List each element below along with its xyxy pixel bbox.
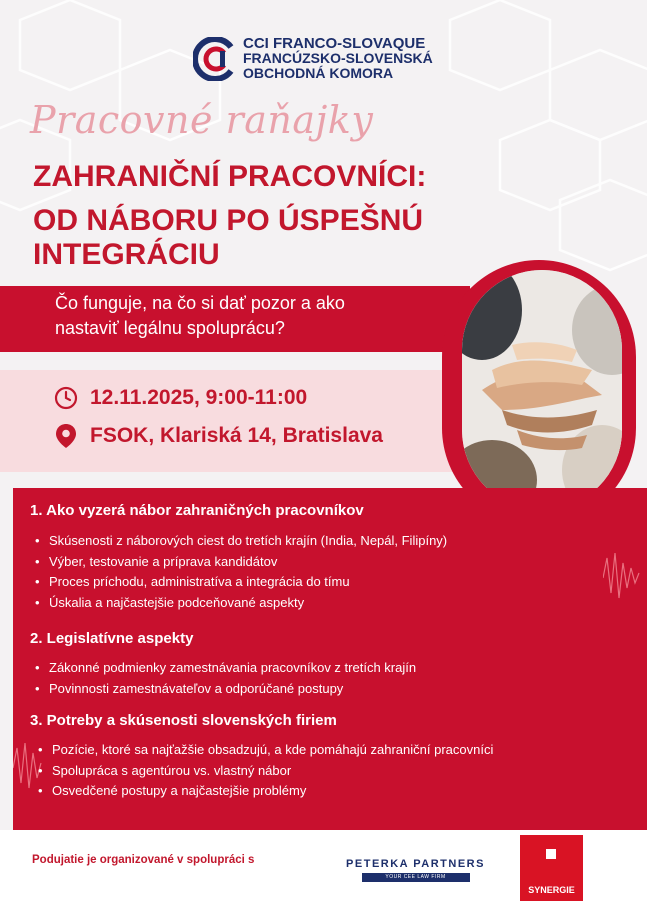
list-item: • Osvedčené postupy a najčastejšie problémy [36,781,493,802]
peterka-partners-name: PETERKA PARTNERS [346,858,485,870]
section-3-heading: 3. Potreby a skúsenosti slovenských firiem [30,712,337,729]
event-location-row [54,424,383,448]
list-item: • Zákonné podmienky zamestnávania pracovníkov z tretích krajín [33,658,416,679]
peterka-partners-tagline: YOUR CEE LAW FIRM [362,873,470,882]
title-line-1: ZAHRANIČNÍ PRACOVNÍCI: [33,160,427,193]
footer-text: Podujatie je organizované v spolupráci s [32,854,255,866]
list-item: • Pozície, ktoré sa najťažšie obsadzujú, a kde pomáhajú zahraniční pracovníci [36,740,493,761]
event-datetime: 12.11.2025, 9:00-11:00 [90,386,308,409]
section-2-heading: 2. Legislatívne aspekty [30,630,194,647]
section-3-list [36,740,493,802]
synergie-logo [520,835,583,901]
list-item: • Povinnosti zamestnávateľov a odporúčané postupy [33,679,416,700]
logo-line-2: FRANCÚZSKO-SLOVENSKÁ [243,50,433,66]
synergie-name: SYNERGIE [528,885,575,895]
subtitle-line-1: Čo funguje, na čo si dať pozor a ako [55,293,345,313]
section-1-heading: 1. Ako vyzerá nábor zahraničných pracovníkov [30,502,364,519]
subtitle-line-2: nastaviť legálnu spoluprácu? [55,318,285,338]
script-title: Pracovné raňajky [30,98,374,142]
clock-icon [54,386,78,410]
teamwork-hands-photo [462,270,622,510]
cci-logo [193,36,433,81]
peterka-partners-logo [343,858,488,882]
logo-line-3: OBCHODNÁ KOMORA [243,65,394,81]
location-pin-icon [54,424,78,448]
logo-text [243,36,433,81]
cci-logo-icon [193,37,237,81]
decorative-wave-icon [603,548,643,608]
footer [0,830,647,912]
main-title [33,160,533,272]
title-line-2: OD NÁBORU PO ÚSPEŠNÚ [33,204,424,237]
list-item: • Proces príchodu, administratíva a integrácia do tímu [33,572,447,593]
section-2-list [33,658,416,699]
section-1-list [33,531,447,613]
subtitle [55,291,455,341]
synergie-square-icon [546,849,556,859]
logo-line-1: CCI FRANCO-SLOVAQUE [243,35,426,52]
title-line-3: INTEGRÁCIU [33,238,220,271]
event-datetime-row [54,386,307,410]
event-location: FSOK, Klariská 14, Bratislava [90,424,383,447]
list-item: • Úskalia a najčastejšie podceňované aspekty [33,593,447,614]
list-item: • Spolupráca s agentúrou vs. vlastný nábor [36,761,493,782]
list-item: • Výber, testovanie a príprava kandidátov [33,552,447,573]
agenda-block [13,488,647,830]
list-item: • Skúsenosti z náborových ciest do tretích krajín (India, Nepál, Filipíny) [33,531,447,552]
